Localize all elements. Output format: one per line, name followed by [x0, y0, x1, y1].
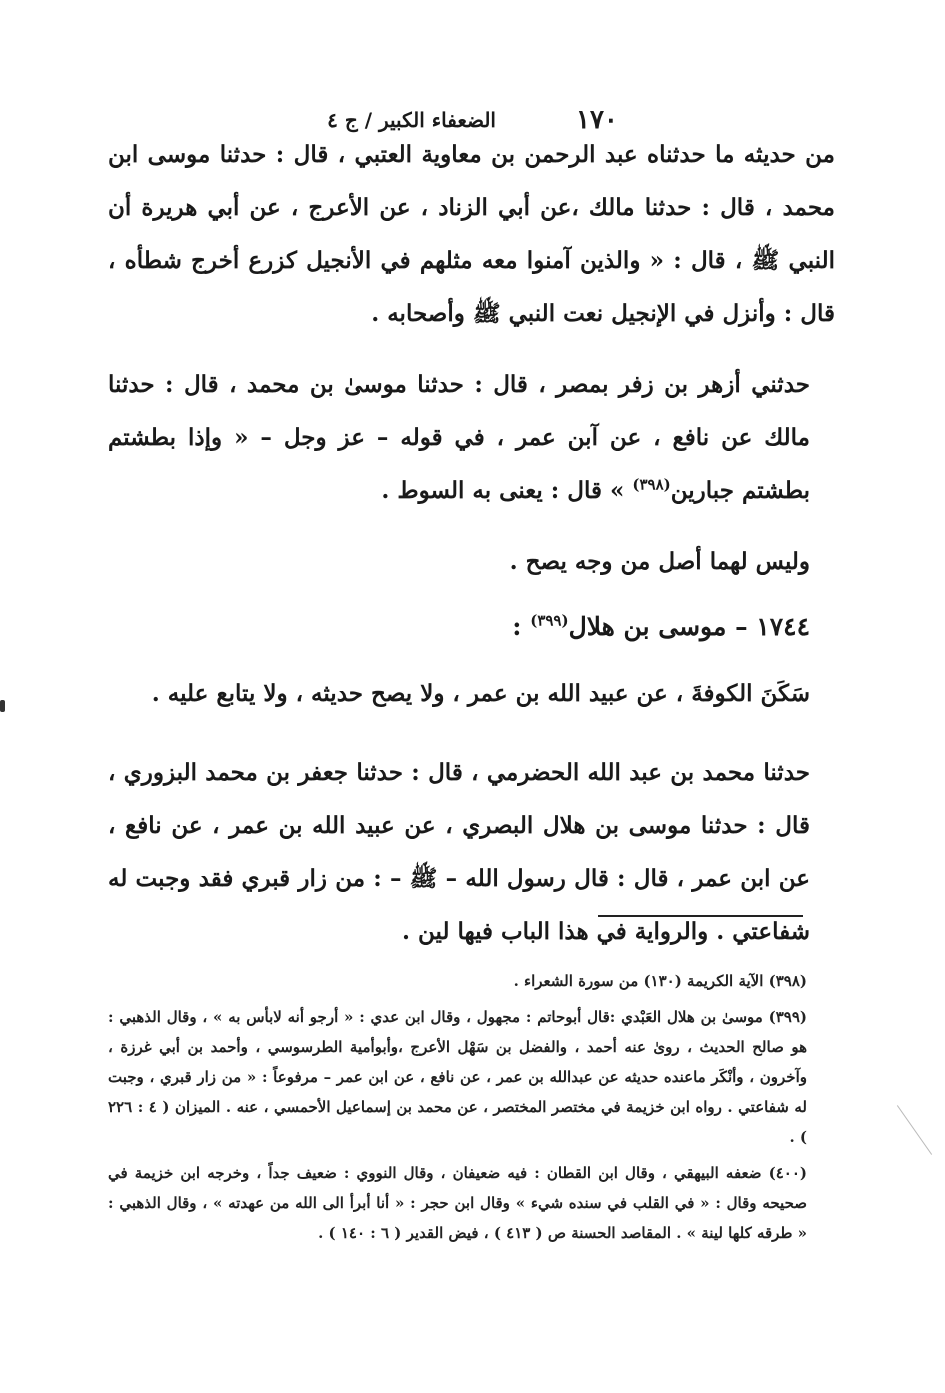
scan-artifact-line [897, 1105, 932, 1155]
main-text [108, 128, 835, 958]
footnote-398: (٣٩٨) الآية الكريمة (١٣٠) من سورة الشعراء . [513, 972, 807, 990]
paragraph-5: سَكَنَ الكوفةَ ، عن عبيد الله بن عمر ، ولا يصح حديثه ، ولا يتابع عليه . [151, 680, 810, 707]
entry-number: ١٧٤٤ [756, 612, 810, 641]
paragraph-1: من حديثه ما حدثناه عبد الرحمن بن معاوية العتبي ، قال : حدثنا موسى ابن محمد ، قال : حدثنا مالك ،عن أبي الزناد ، عن الأعرج ، عن أبي هريرة أن النبي ﷺ ، قال : « والذين آمنوا معه مثلهم في الأنجيل كزرع أخرج شطأه ، قال : وأنزل في الإنجيل نعت النبي ﷺ وأصحابه . [108, 141, 835, 327]
footnote-400: (٤٠٠) ضعفه البيهقي ، وقال ابن القطان : فيه ضعيفان ، وقال النووي : ضعيف جداً ، وخرجه ابن خزيمة في صحيحه وقال : « في القلب في سنده شيء » وقال ابن حجر : « أنا أبرأ الى الله من عهدته » ، وقال الذهبي : « طرقه كلها لينة » . المقاصد الحسنة ص ( ٤١٣ ) ، فيض القدير ( ٦ : ١٤٠ ) . [108, 1164, 807, 1242]
paragraph-2-text: حدثني أزهر بن زفر بمصر ، قال : حدثنا موسىٰ بن محمد ، قال : حدثنا مالك عن نافع ، عن آبن عمر ، في قوله – عز وجل – « وإذا بطشتم بطشتم جبارين [108, 371, 810, 504]
paragraph-6: حدثنا محمد بن عبد الله الحضرمي ، قال : حدثنا جعفر بن محمد البزوري ، قال : حدثنا موسى بن هلال البصري ، عن عبيد الله بن عمر ، عن نافع ، عن ابن عمر ، قال : قال رسول الله – ﷺ – : من زار قبري فقد وجبت له شفاعتي . والرواية في هذا الباب فيها لين . [108, 759, 810, 945]
paragraph-2 [108, 358, 835, 517]
paragraph-3: وليس لهما أصل من وجه يصح . [509, 548, 810, 575]
page-number: ١٧٠ [575, 105, 618, 135]
entry-name: موسى بن هلال [568, 612, 727, 641]
entry-colon: : [512, 612, 531, 641]
entry-dash: – [726, 612, 757, 641]
footnote-separator [598, 915, 803, 917]
footnote-ref-399[interactable]: (٣٩٩) [530, 611, 569, 630]
running-title: الضعفاء الكبير / ج ٤ [327, 108, 496, 132]
scan-margin-mark [0, 700, 5, 712]
entry-heading [108, 600, 835, 653]
footnotes [108, 966, 835, 1248]
paragraph-2-tail: » قال : يعنى به السوط . [381, 477, 633, 504]
footnote-399: (٣٩٩) موسىٰ بن هلال العَبْدي :قال أبوحاتم : مجهول ، وقال ابن عدي : « أرجو أنه لابأس به » ، وقال الذهبي : هو صالح الحديث ، روىٰ عنه أحمد ، والفضل بن سَهْل الأعرج ،وأبوأمية الطرسوسي ، وأحمد بن أبي غرزة ، وآخرون ، وأنْكَر ماعنده حديثه عن عبدالله بن عمر ، عن نافع ، عن ابن عمر – مرفوعاً : « من زار قبري ، وجبت له شفاعتي . رواه ابن خزيمة في مختصر المختصر ، عن محمد بن إسماعيل الأحمسي ، عنه . الميزان ( ٤ : ٢٢٦ ) . [108, 1008, 807, 1146]
footnote-ref-398[interactable]: (٣٩٨) [632, 475, 671, 494]
